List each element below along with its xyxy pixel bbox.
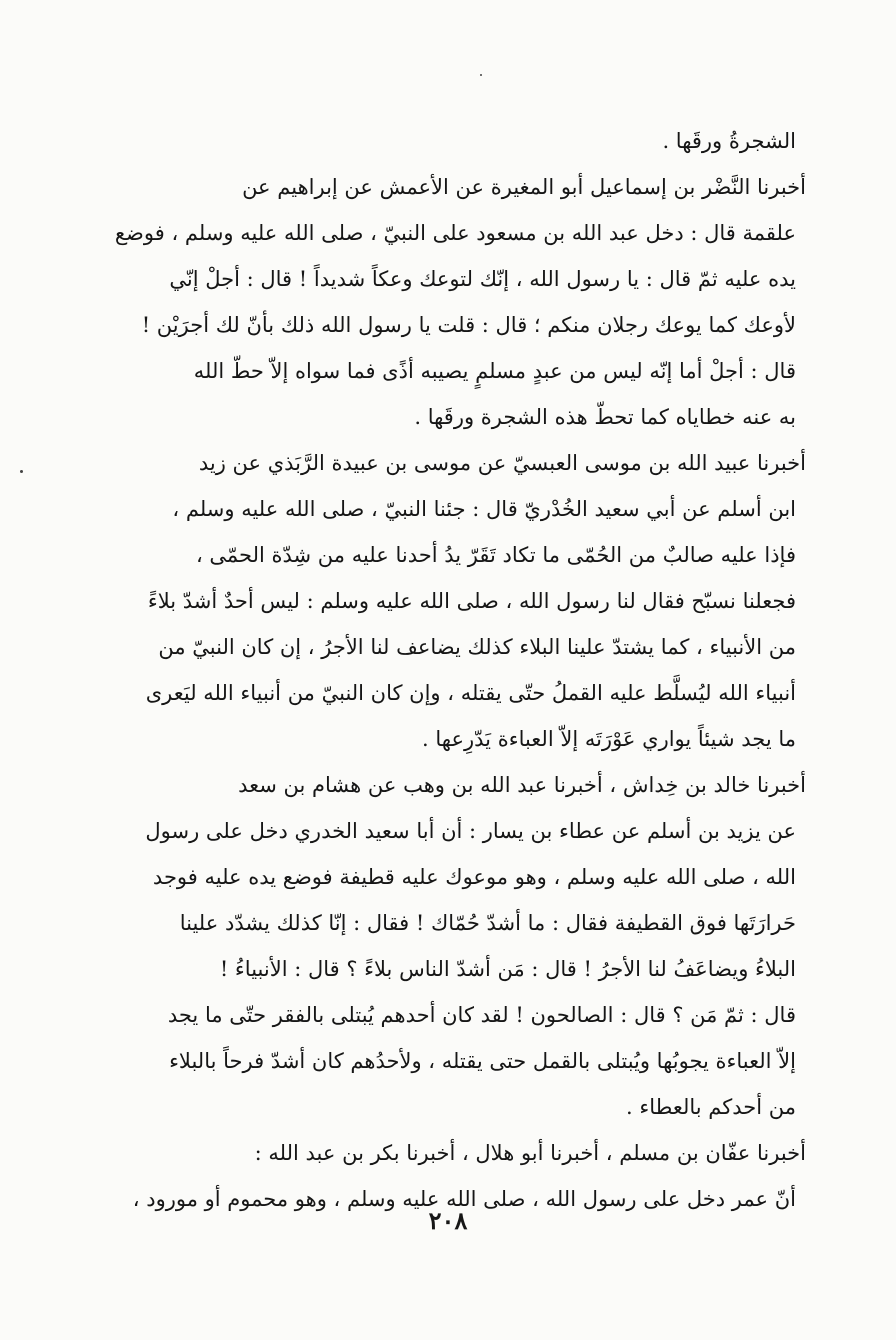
text-line: الشجرةُ ورقَها . bbox=[662, 129, 796, 153]
text-line: من الأنبياء ، كما يشتدّ علينا البلاء كذلك يضاعف لنا الأجرُ ، إن كان النبيّ من bbox=[158, 635, 796, 659]
text-line: لأوعك كما يوعك رجلان منكم ؛ قال : قلت يا رسول الله ذلك بأنّ لك أجرَيْن ! bbox=[141, 313, 796, 337]
text-line: الله ، صلى الله عليه وسلم ، وهو موعوك عليه قطيفة فوضع يده عليه فوجد bbox=[152, 865, 796, 889]
scan-speck bbox=[20, 470, 23, 473]
text-line: ابن أسلم عن أبي سعيد الخُدْريّ قال : جئنا النبيّ ، صلى الله عليه وسلم ، bbox=[172, 497, 796, 521]
text-line: حَرارَتَها فوق القطيفة فقال : ما أشدّ حُمّاك ! فقال : إنّا كذلك يشدّد علينا bbox=[179, 911, 796, 935]
body-text bbox=[98, 118, 806, 1222]
text-line: إلاّ العباءة يجوبُها ويُبتلى بالقمل حتى يقتله ، ولأحدُهم كان أشدّ فرحاً بالبلاء bbox=[169, 1049, 796, 1073]
scan-speck bbox=[480, 74, 482, 76]
text-line: قال : أجلْ أما إنّه ليس من عبدٍ مسلمٍ يصيبه أذًى فما سواه إلاّ حطّ الله bbox=[193, 359, 796, 383]
text-line: به عنه خطاياه كما تحطّ هذه الشجرة ورقَها . bbox=[414, 405, 796, 429]
text-line: فجعلنا نسبّح فقال لنا رسول الله ، صلى الله عليه وسلم : ليس أحدٌ أشدّ بلاءً bbox=[147, 589, 796, 613]
text-line: من أحدكم بالعطاء . bbox=[625, 1095, 796, 1119]
paragraph-first-line: أخبرنا خالد بن خِداش ، أخبرنا عبد الله بن وهب عن هشام بن سعد bbox=[238, 773, 806, 797]
text-line: قال : ثمّ مَن ؟ قال : الصالحون ! لقد كان أحدهم يُبتلى بالفقر حتّى ما يجد bbox=[167, 1003, 796, 1027]
page-number: ٢٠٨ bbox=[428, 1206, 468, 1235]
text-line: عن يزيد بن أسلم عن عطاء بن يسار : أن أبا سعيد الخدري دخل على رسول bbox=[145, 819, 796, 843]
text-line: أنّ عمر دخل على رسول الله ، صلى الله عليه وسلم ، وهو محموم أو مورود ، bbox=[132, 1187, 796, 1211]
paragraph-first-line: أخبرنا النَّضْر بن إسماعيل أبو المغيرة عن الأعمش عن إبراهيم عن bbox=[242, 175, 806, 199]
text-line: فإذا عليه صالبٌ من الحُمّى ما تكاد تَقَرّ يدُ أحدنا عليه من شِدّة الحمّى ، bbox=[195, 543, 796, 567]
paragraph-first-line: أخبرنا عفّان بن مسلم ، أخبرنا أبو هلال ، أخبرنا بكر بن عبد الله : bbox=[254, 1141, 806, 1165]
text-line: أنبياء الله ليُسلَّط عليه القملُ حتّى يقتله ، وإن كان النبيّ من أنبياء الله ليَعرى bbox=[145, 681, 796, 705]
text-line: علقمة قال : دخل عبد الله بن مسعود على النبيّ ، صلى الله عليه وسلم ، فوضع bbox=[114, 221, 796, 245]
text-line: البلاءُ ويضاعَفُ لنا الأجرُ ! قال : مَن أشدّ الناس بلاءً ؟ قال : الأنبياءُ ! bbox=[219, 957, 796, 981]
text-line: ما يجد شيئاً يواري عَوْرَتَه إلاّ العباءة يَدّرِعها . bbox=[422, 727, 796, 751]
text-line: يده عليه ثمّ قال : يا رسول الله ، إنّك لتوعك وعكاً شديداً ! قال : أجلْ إنّي bbox=[169, 267, 796, 291]
paragraph-first-line: أخبرنا عبيد الله بن موسى العبسيّ عن موسى بن عبيدة الرَّبَذي عن زيد bbox=[198, 451, 806, 475]
